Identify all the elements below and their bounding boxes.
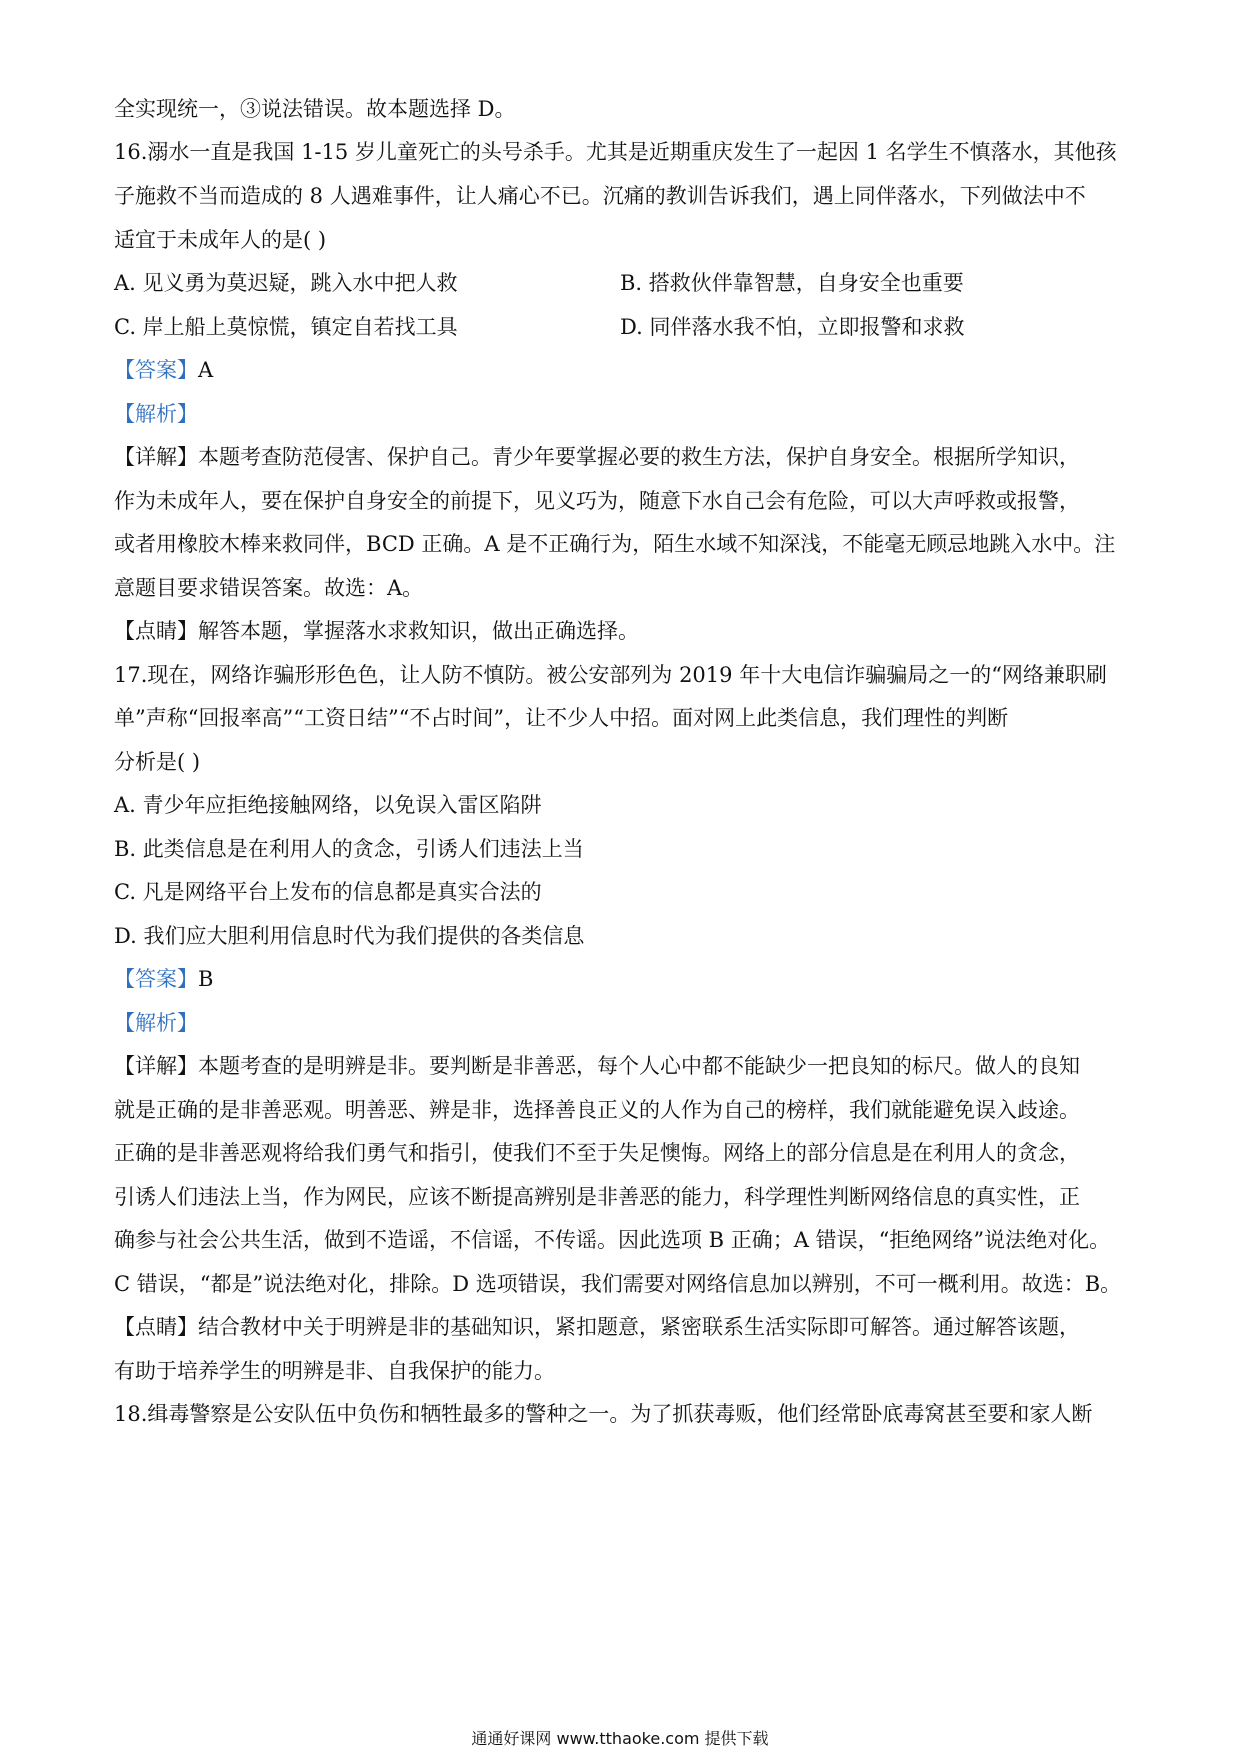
question-17-stem: 分析是( ) bbox=[114, 750, 201, 774]
option-16-c: C. 岸上船上莫惊慌，镇定自若找工具 bbox=[114, 315, 458, 339]
comment-16 bbox=[114, 616, 1124, 646]
explanation-16: 作为未成年人，要在保护自身安全的前提下，见义巧为，随意下水自己会有危险，可以大声呼救或报警， bbox=[114, 489, 1080, 513]
comment-text: 解答本题，掌握落水求救知识，做出正确选择。 bbox=[198, 619, 639, 643]
explanation-17: 确参与社会公共生活，做到不造谣，不信谣，不传谣。因此选项 B 正确；A 错误，“拒绝网络”说法绝对化。 bbox=[114, 1228, 1111, 1252]
page-footer: 通通好课网 www.tthaoke.com 提供下载 bbox=[471, 1729, 769, 1748]
analysis-label: 【解析】 bbox=[114, 1011, 198, 1035]
explanation-17: 引诱人们违法上当，作为网民，应该不断提高辨别是非善恶的能力，科学理性判断网络信息的真实性，正 bbox=[114, 1185, 1080, 1209]
explanation-16: 或者用橡胶木棒来救同伴，BCD 正确。A 是不正确行为，陌生水域不知深浅，不能毫无顾忌地跳入水中。注 bbox=[114, 532, 1116, 556]
option-17-b: B. 此类信息是在利用人的贪念，引诱人们违法上当 bbox=[114, 837, 584, 861]
answer-16 bbox=[114, 355, 1124, 385]
comment-text: 结合教材中关于明辨是非的基础知识，紧扣题意，紧密联系生活实际即可解答。通过解答该题， bbox=[198, 1315, 1080, 1339]
comment-17 bbox=[114, 1312, 1124, 1342]
option-16-d: D. 同伴落水我不怕，立即报警和求救 bbox=[620, 315, 965, 339]
answer-label: 【答案】 bbox=[114, 967, 198, 991]
option-17-d: D. 我们应大胆利用信息时代为我们提供的各类信息 bbox=[114, 924, 585, 948]
explanation-16 bbox=[114, 442, 1124, 472]
question-16-stem: 子施救不当而造成的 8 人遇难事件，让人痛心不已。沉痛的教训告诉我们，遇上同伴落水，下列做法中不 bbox=[114, 184, 1086, 208]
option-16-b: B. 搭救伙伴靠智慧，自身安全也重要 bbox=[620, 271, 964, 295]
question-17-stem: 17.现在，网络诈骗形形色色，让人防不慎防。被公安部列为 2019 年十大电信诈骗骗局之一的“网络兼职刷 bbox=[114, 663, 1107, 687]
explanation-17 bbox=[114, 1051, 1124, 1081]
explanation-17: 正确的是非善恶观将给我们勇气和指引，使我们不至于失足懊悔。网络上的部分信息是在利用人的贪念， bbox=[114, 1141, 1080, 1165]
explanation-16: 意题目要求错误答案。故选：A。 bbox=[114, 576, 424, 600]
comment-label: 【点睛】 bbox=[114, 619, 198, 643]
explanation-text: 本题考查的是明辨是非。要判断是非善恶，每个人心中都不能缺少一把良知的标尺。做人的良知 bbox=[198, 1054, 1080, 1078]
answer-value: A bbox=[198, 358, 214, 382]
answer-17 bbox=[114, 964, 1124, 994]
answer-label: 【答案】 bbox=[114, 358, 198, 382]
comment-17: 有助于培养学生的明辨是非、自我保护的能力。 bbox=[114, 1359, 555, 1383]
question-18-stem: 18.缉毒警察是公安队伍中负伤和牺牲最多的警种之一。为了抓获毒贩，他们经常卧底毒窝甚至要和家人断 bbox=[114, 1402, 1093, 1426]
question-16-stem: 适宜于未成年人的是( ) bbox=[114, 228, 327, 252]
question-16-stem: 16.溺水一直是我国 1-15 岁儿童死亡的头号杀手。尤其是近期重庆发生了一起因 1 名学生不慎落水，其他孩 bbox=[114, 140, 1117, 164]
explanation-label: 【详解】 bbox=[114, 1054, 198, 1078]
option-17-a: A. 青少年应拒绝接触网络，以免误入雷区陷阱 bbox=[114, 793, 542, 817]
explanation-label: 【详解】 bbox=[114, 445, 198, 469]
analysis-label: 【解析】 bbox=[114, 402, 198, 426]
option-16-a: A. 见义勇为莫迟疑，跳入水中把人救 bbox=[114, 271, 458, 295]
text-line: 全实现统一，③说法错误。故本题选择 D。 bbox=[114, 97, 516, 121]
answer-value: B bbox=[198, 967, 214, 991]
comment-label: 【点睛】 bbox=[114, 1315, 198, 1339]
question-17-stem: 单”声称“回报率高”“工资日结”“不占时间”，让不少人中招。面对网上此类信息，我们理性的判断 bbox=[114, 706, 1009, 730]
explanation-17: 就是正确的是非善恶观。明善恶、辨是非，选择善良正义的人作为自己的榜样，我们就能避免误入歧途。 bbox=[114, 1098, 1080, 1122]
explanation-17: C 错误，“都是”说法绝对化，排除。D 选项错误，我们需要对网络信息加以辨别，不可一概利用。故选：B。 bbox=[114, 1272, 1122, 1296]
explanation-text: 本题考查防范侵害、保护自己。青少年要掌握必要的救生方法，保护自身安全。根据所学知识， bbox=[198, 445, 1080, 469]
option-17-c: C. 凡是网络平台上发布的信息都是真实合法的 bbox=[114, 880, 542, 904]
